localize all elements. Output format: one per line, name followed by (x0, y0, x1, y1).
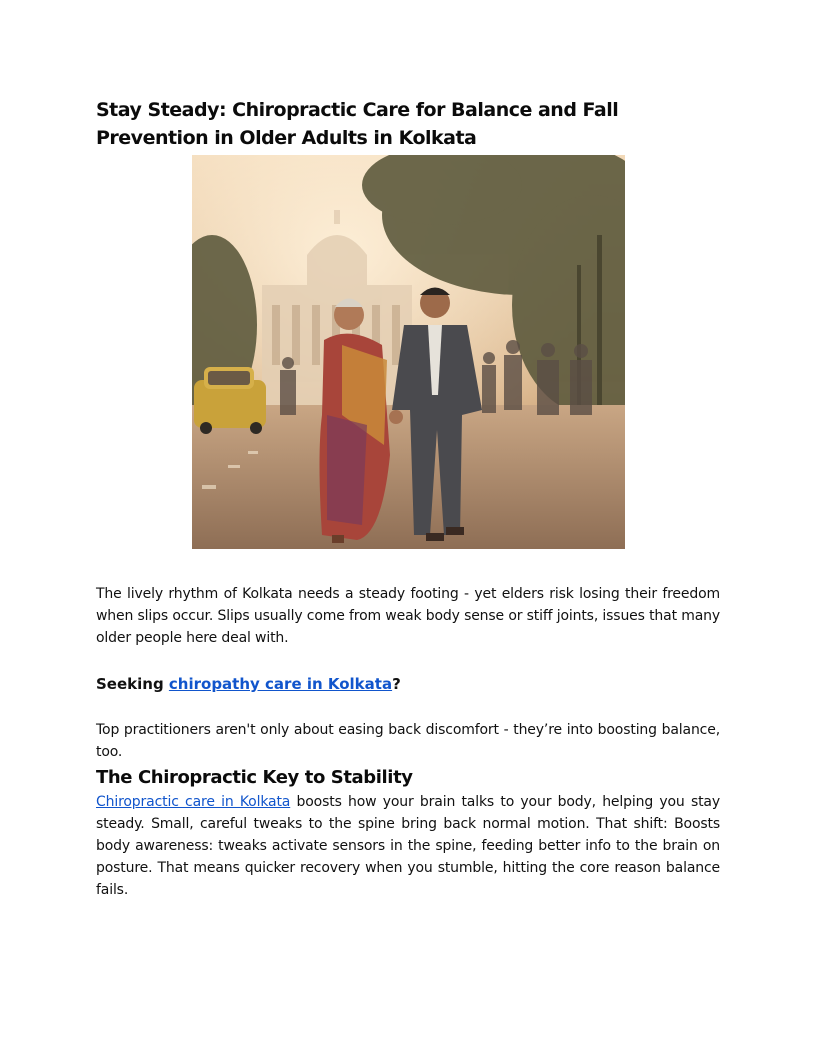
section-text: boosts how your brain talks to your body, helping you stay steady. Small, careful tweaks to the spine bring back normal motion. That shift: Boosts body awareness: tweaks activate sensors in the spine, feeding better info to the brain on posture. That means quicker recovery when you stumble, hitting the core reason balance fails. (96, 794, 720, 898)
seeking-suffix: ? (392, 675, 401, 693)
chiropathy-care-link[interactable]: chiropathy care in Kolkata (168, 675, 393, 693)
seeking-prefix: Seeking (96, 675, 169, 693)
section-heading: The Chiropractic Key to Stability (96, 767, 413, 788)
seeking-line (96, 673, 720, 695)
intro-paragraph: The lively rhythm of Kolkata needs a steady footing - yet elders risk losing their freedom when slips occur. Slips usually come from weak body sense or stiff joints, issues that many older people here deal with. (96, 586, 720, 646)
document-page (96, 96, 720, 901)
section-paragraph (96, 791, 720, 901)
practitioners-paragraph: Top practitioners aren't only about easing back discomfort - they’re into boosting balance, too. (96, 722, 720, 760)
document-title: Stay Steady: Chiropractic Care for Balance and Fall Prevention in Older Adults in Kolkata (96, 99, 619, 149)
hero-photo-elderly-woman-walking-with-man (192, 155, 625, 549)
chiropractic-care-link[interactable]: Chiropractic care in Kolkata (96, 794, 291, 810)
